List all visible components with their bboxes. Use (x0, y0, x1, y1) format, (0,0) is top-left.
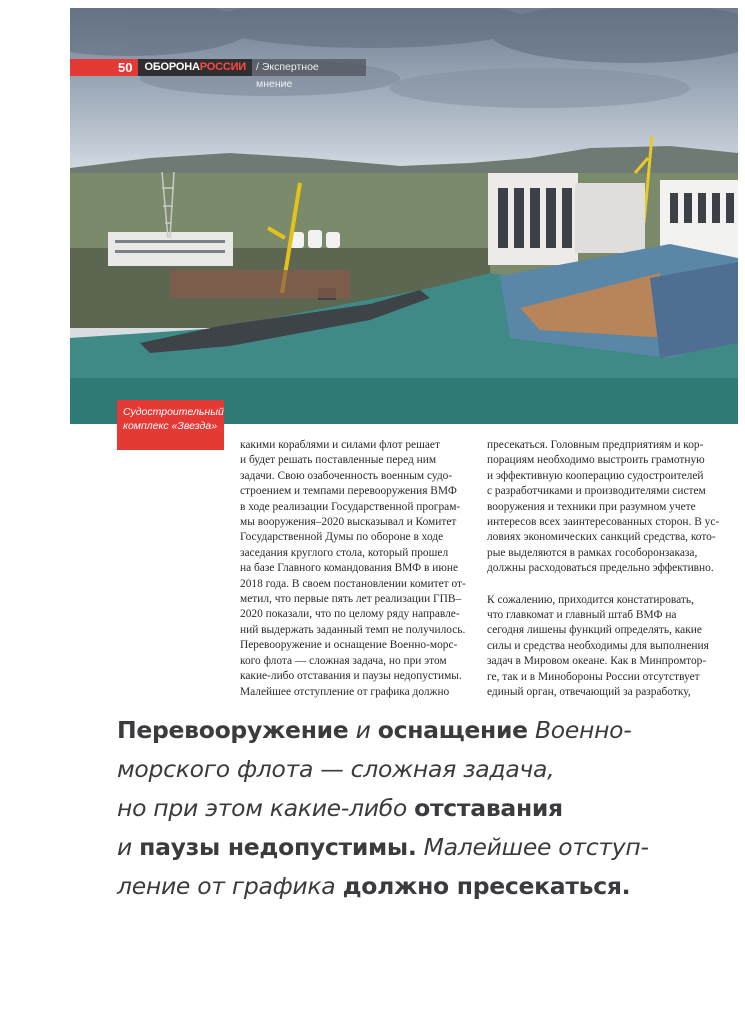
pull-quote-line-1 (117, 711, 727, 750)
text-line: в ходе реализации Государственной програм- (240, 500, 461, 513)
brand-part2: РОССИИ (199, 61, 246, 73)
paragraph-gap (487, 577, 727, 593)
text-line: кого флота — сложная задача, но при этом (240, 654, 447, 667)
quote-fragment: и (348, 716, 378, 744)
text-line: 2020 показали, что по целому ряду направле- (240, 608, 460, 621)
text-line: интересов всех заинтересованных сторон. В ус- (487, 516, 720, 529)
text-line: и будет решать поставленные перед ним (240, 454, 437, 467)
text-line: сегодня лишены функций определять, какие (487, 624, 702, 637)
article-column-2 (487, 438, 727, 701)
slipway (170, 270, 350, 298)
pull-quote-line-2 (117, 750, 727, 789)
quote-fragment: морского флота — сложная задача, (117, 755, 555, 783)
quote-fragment: Малейшее отступ- (416, 833, 649, 861)
text-line: должны расходоваться предельно эффективно. (487, 562, 714, 575)
pull-quote (117, 711, 727, 906)
quote-fragment: но при этом какие-либо (117, 794, 415, 822)
text-line: К сожалению, приходится констатировать, (487, 593, 694, 606)
caption-line-2: комплекс «Звезда» (123, 420, 218, 432)
text-line: строением и темпами перевооружения ВМФ (240, 485, 457, 498)
tanks (290, 230, 340, 248)
quote-fragment: и (117, 833, 140, 861)
quote-fragment: оснащение (377, 716, 528, 744)
factory-hall-2 (575, 183, 645, 253)
text-line: ге, так и в Минобороны России отсутствует (487, 670, 700, 683)
text-line: Государственной Думы по обороне в ходе (240, 531, 444, 544)
text-line: пресекаться. Головным предприятиям и кор- (487, 439, 704, 451)
text-line: порациям необходимо выстроить грамотную (487, 454, 705, 467)
text-line: метил, что первые пять лет реализации ГПВ– (240, 593, 462, 606)
page-number: 50 (70, 59, 138, 76)
text-line: задачи. Свою озабоченность военным судо- (240, 469, 453, 482)
text-line: с разработчиками и производителями систем (487, 485, 706, 498)
text-line: какими кораблями и силами флот решает (240, 439, 440, 451)
text-line: и эффективную кооперацию судостроителей (487, 469, 704, 482)
quote-fragment: Перевооружение (117, 716, 349, 744)
text-line: вооружения и техники при разумном учете (487, 500, 696, 513)
pull-quote-line-5 (117, 867, 727, 906)
pull-quote-line-4 (117, 828, 727, 867)
text-line: на базе Главного командования ВМФ в июне (240, 562, 458, 575)
quote-fragment: Военно- (527, 716, 632, 744)
text-line: какие-либо отставания и паузы недопустимы. (240, 670, 462, 683)
text-line: мы вооружения–2020 высказывал и Комитет (240, 516, 457, 529)
photo-caption (117, 400, 224, 450)
pull-quote-line-3 (117, 789, 727, 828)
section-title: / Экспертное мнение (252, 59, 366, 76)
quote-fragment: паузы недопустимы. (139, 833, 417, 861)
caption-line-1: Судостроительный (123, 406, 224, 418)
quote-fragment: отставания (414, 794, 563, 822)
text-line: Перевооружение и оснащение Военно-морс- (240, 639, 458, 652)
brand-part1: ОБОРОНА (144, 61, 200, 73)
text-line: рые выделяются в рамках гособоронзаказа, (487, 546, 698, 559)
magazine-logo (138, 59, 252, 76)
dock-wall (650, 262, 738, 358)
quote-fragment: должно пресекаться. (342, 872, 631, 900)
text-line: что главкомат и главный штаб ВМФ на (487, 609, 677, 622)
text-line: единый орган, отвечающий за разработку, (487, 686, 691, 699)
clouds (70, 8, 738, 108)
text-line: задач в Мировом океане. Как в Минпромтор- (487, 655, 707, 668)
quote-fragment: ление от графика (117, 872, 343, 900)
text-line: ний выдержать заданный темп не получилось. (240, 623, 466, 636)
text-line: Малейшее отступление от графика должно (240, 685, 450, 698)
text-line: силы и средства необходимы для выполнения (487, 639, 709, 652)
text-line: 2018 года. В своем постановлении комитет от- (240, 577, 466, 590)
page-header (70, 59, 366, 90)
article-column-1 (240, 438, 465, 700)
text-line: заседания круглого стола, который прошел (240, 546, 449, 559)
text-line: ловиях экономических санкций средства, кото- (487, 531, 716, 544)
